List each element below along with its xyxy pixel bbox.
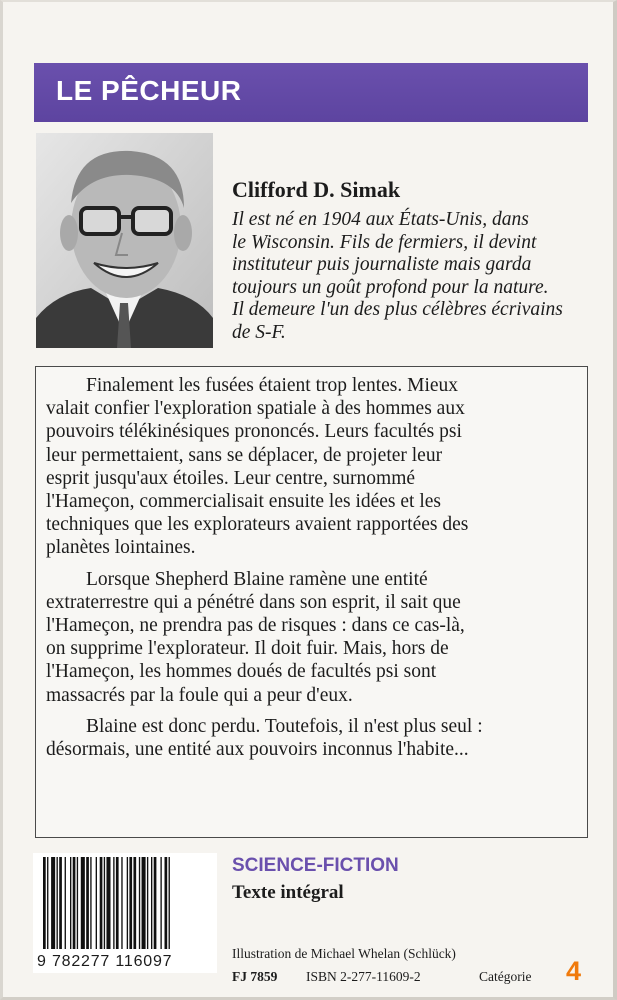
blurb-line: planètes lointaines. <box>46 537 196 559</box>
blurb-line: leur permettaient, sans se déplacer, de projeter leur <box>46 444 443 466</box>
barcode-bar <box>106 857 110 949</box>
barcode-bar <box>147 857 148 949</box>
barcode-digits: 9 782277 116097 <box>37 953 173 970</box>
blurb-line: valait confier l'exploration spatiale à des hommes aux <box>46 398 465 420</box>
barcode-bar <box>96 857 97 949</box>
blurb-line: pouvoirs télékinésiques prononcés. Leurs facultés psi <box>46 421 462 443</box>
barcode-bar <box>77 857 78 949</box>
title-bar <box>34 63 588 122</box>
book-title: LE PÊCHEUR <box>56 75 242 106</box>
blurb-line: Blaine est donc perdu. Toutefois, il n'est plus seul : <box>86 715 483 737</box>
barcode-bar <box>59 857 62 949</box>
blurb-line: massacrés par la foule qui a peur d'eux. <box>46 684 353 706</box>
edition-note: Texte intégral <box>232 882 344 903</box>
bio-line: le Wisconsin. Fils de fermiers, il devint <box>232 231 537 253</box>
category-label: Catégorie <box>479 969 532 984</box>
author-name: Clifford D. Simak <box>232 177 401 202</box>
blurb-paragraph-3 <box>46 715 576 761</box>
blurb-line: l'Hameçon, les hommes doués de facultés psi sont <box>46 661 437 683</box>
bio-line: de S-F. <box>232 321 286 343</box>
barcode-bar <box>51 857 55 949</box>
barcode-bar <box>127 857 128 949</box>
barcode-bar <box>121 857 122 949</box>
blurb-line: esprit jusqu'aux étoiles. Leur centre, surnommé <box>46 467 416 489</box>
bio-line: toujours un goût profond pour la nature. <box>232 276 549 298</box>
barcode-bar <box>139 857 140 949</box>
barcode-bar <box>47 857 48 949</box>
blurb-paragraph-1 <box>46 374 576 560</box>
barcode-bars <box>41 857 209 953</box>
barcode-bar <box>73 857 76 949</box>
barcode-bar <box>169 857 170 949</box>
bio-line: Il demeure l'un des plus célèbres écrivains <box>232 299 563 321</box>
fj-code: FJ 7859 <box>232 969 278 984</box>
bio-line: Il est né en 1904 aux États-Unis, dans <box>232 209 529 230</box>
barcode-bar <box>43 857 46 949</box>
blurb-line: l'Hameçon, ne prendra pas de risques : dans ce cas-là, <box>46 615 465 637</box>
barcode-bar <box>154 857 157 949</box>
barcode-bar <box>165 857 168 949</box>
blurb-line: extraterrestre qui a pénétré dans son esprit, il sait que <box>46 591 461 613</box>
barcode-bar <box>81 857 85 949</box>
barcode-bar <box>142 857 146 949</box>
blurb-line: Lorsque Shepherd Blaine ramène une entité <box>86 568 428 590</box>
blurb-line: Finalement les fusées étaient trop lentes. Mieux <box>86 375 459 396</box>
author-bio <box>232 209 592 345</box>
isbn: ISBN 2-277-11609-2 <box>306 969 421 984</box>
barcode-bar <box>86 857 89 949</box>
barcode-bar <box>100 857 103 949</box>
barcode <box>33 853 217 973</box>
blurb-line: on supprime l'explorateur. Il doit fuir. Mais, hors de <box>46 638 449 660</box>
barcode-bar <box>57 857 58 949</box>
blurb-line: désormais, une entité aux pouvoirs inconnus l'habite... <box>46 739 469 761</box>
blurb-text <box>46 374 576 769</box>
blurb-line: techniques que les explorateurs avaient rapportées des <box>46 514 469 536</box>
barcode-bar <box>133 857 136 949</box>
genre-label: SCIENCE-FICTION <box>232 855 399 876</box>
barcode-bar <box>104 857 105 949</box>
barcode-bar <box>65 857 66 949</box>
barcode-bar <box>113 857 114 949</box>
barcode-bar <box>116 857 119 949</box>
barcode-bar <box>70 857 71 949</box>
author-photo <box>36 133 213 348</box>
barcode-bar <box>151 857 152 949</box>
category-number: 4 <box>566 956 582 986</box>
blurb-paragraph-2 <box>46 568 576 707</box>
illustration-credit: Illustration de Michael Whelan (Schlück) <box>232 946 456 961</box>
barcode-bar <box>90 857 91 949</box>
blurb-line: l'Hameçon, commercialisait ensuite les idées et les <box>46 491 441 513</box>
bio-line: instituteur puis journaliste mais garda <box>232 254 532 276</box>
barcode-bar <box>160 857 161 949</box>
barcode-bar <box>129 857 132 949</box>
